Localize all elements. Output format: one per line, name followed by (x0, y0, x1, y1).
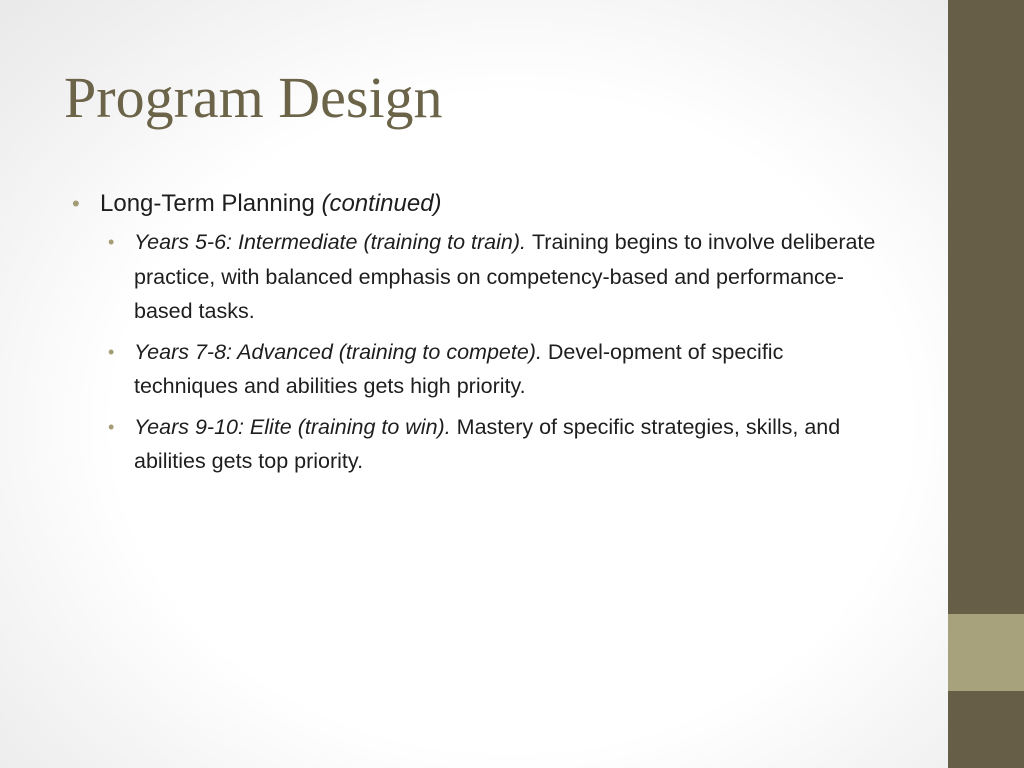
bullet-icon: • (108, 416, 115, 437)
bullet-icon: • (72, 191, 80, 216)
slide-title: Program Design (64, 65, 443, 130)
sub-bullet-lead: Years 9-10: Elite (training to win). (134, 414, 457, 439)
sub-bullet-body: Devel-opment of specific techniques and abilities gets high priority. (134, 339, 784, 398)
slide-content (72, 186, 882, 485)
sub-bullet-list (72, 225, 882, 479)
decorative-sidebar (948, 0, 1024, 768)
sub-bullet-body: Training begins to involve deliberate practice, with balanced emphasis on competency-based and performance-based tasks. (134, 230, 876, 323)
bullet-emphasis: (continued) (321, 190, 442, 217)
sub-bullet-years-7-8 (72, 335, 882, 404)
sub-bullet-body: Mastery of specific strategies, skills, and abilities gets top priority. (134, 414, 841, 473)
sub-bullet-lead: Years 7-8: Advanced (training to compete). (134, 339, 548, 364)
sub-bullet-lead: Years 5-6: Intermediate (training to train). (134, 230, 532, 254)
bullet-icon: • (108, 341, 115, 362)
bullet-icon: • (108, 232, 115, 252)
bullet-long-term-planning (72, 186, 882, 222)
sub-bullet-years-9-10 (72, 410, 882, 479)
sub-bullet-years-5-6 (72, 225, 882, 329)
bullet-text: Long-Term Planning (100, 190, 322, 217)
sidebar-accent-block (948, 614, 1024, 691)
